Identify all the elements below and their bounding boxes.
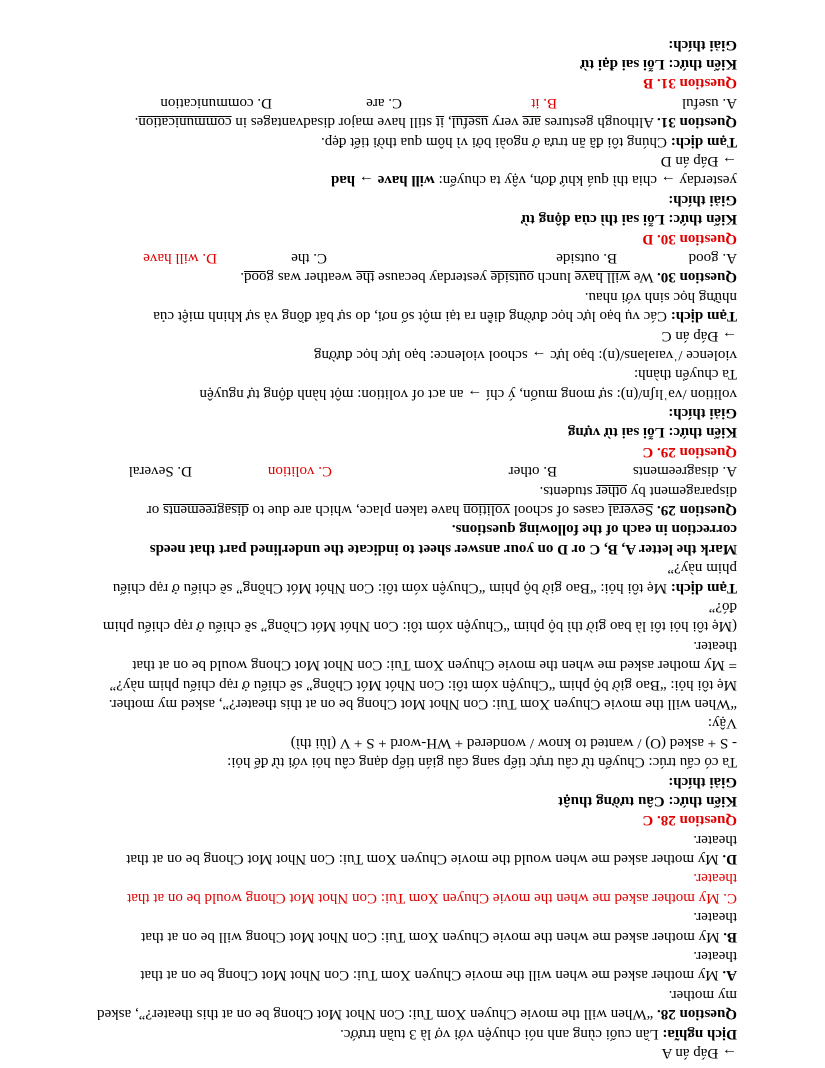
q28-option-d: D. My mother asked me when would the movie Chuyen Xom Tui: Con Nhot Mot Chong be on at that	[126, 851, 737, 868]
q31-option-b-correct: B. it	[531, 94, 557, 111]
q29-explain-line: violence /ˈvaɪələns/(n): bạo lực → school violence: bạo lực học đường	[313, 346, 737, 363]
q28-explain-line: đó?”	[708, 599, 737, 616]
q28-explain-line: Ta có cấu trúc: Chuyển từ câu trực tiếp sang câu gián tiếp dạng câu hỏi với từ để hỏi:	[227, 754, 737, 771]
q31-options	[77, 92, 737, 111]
q29-stem-cont: disparagement by other students.	[539, 482, 737, 499]
q28-explain-line: - S + asked (O) / wanted to know / wondered + WH-word + S + V (lùi thì)	[290, 734, 737, 751]
q29-knowledge: Kiến thức: Lỗi sai từ vựng	[567, 424, 737, 441]
q30-option-a: A. good	[688, 249, 737, 266]
q30-option-c: C. the	[291, 249, 327, 266]
q28-explain-line: Mẹ tôi hỏi: “Bao giờ bộ phim “Chuyện xóm tôi: Con Nhót Mót Chồng” sẽ chiếu ở rạp chiếu phim này?”	[109, 676, 737, 693]
q30-translation: Tạm dịch: Chúng tôi đã ăn trưa ở ngoài bởi vì hôm qua thời tiết đẹp.	[320, 133, 737, 150]
q29-explain-line: volition /vəˈlɪʃn/(n): sự mong muốn, ý chí → an act of volition: một hành động tự nguyện	[199, 385, 737, 402]
q28-option-a-cont: theater.	[693, 948, 737, 965]
q31-explain-label: Giải thích:	[668, 36, 737, 53]
q29-option-c-correct: C. volition	[267, 463, 332, 480]
q29-stem: Question 29. Several cases of school volition have taken place, which are due to disagreements or	[146, 502, 737, 519]
q29-translation-cont: những học sinh với nhau.	[584, 288, 737, 305]
q28-option-b: B. My mother asked me when the movie Chuyen Xom Tui: Con Nhot Mot Chong will be on at that	[141, 928, 737, 945]
q28-knowledge: Kiến thức: Câu tường thuật	[558, 792, 737, 809]
q28-option-d-cont: theater.	[693, 831, 737, 848]
q28-option-b-cont: theater.	[693, 909, 737, 926]
q29-answer-heading: Question 29. C	[642, 443, 737, 460]
q28-explain-label: Giải thích:	[668, 773, 737, 790]
q30-option-b: B. outside	[556, 249, 617, 266]
q29-option-b: B. other	[508, 463, 557, 480]
instruction-line: Mark the letter A, B, C or D on your answer sheet to indicate the underlined part that needs	[149, 540, 737, 557]
q30-explain-line: → Đáp án D	[660, 153, 737, 170]
q28-stem: Question 28. “When will the movie Chuyen Xom Tui: Con Nhot Mot Chong be on at this theater?”, asked	[97, 1006, 737, 1023]
q30-option-d-correct: D. will have	[143, 249, 217, 266]
q31-knowledge: Kiến thức: Lỗi sai đại từ	[580, 56, 737, 73]
q29-translation: Tạm dịch: Các vụ bạo lực học đường diễn ra tại một số nơi, do sự bất đồng và sự khinh miệt của	[153, 308, 737, 325]
q28-explain-line: (Mẹ tôi hỏi tôi là bao giờ thì bộ phim “Chuyện xóm tôi: Con Nhót Mót Chồng” sẽ chiếu ở rạp chiếu phim	[102, 618, 737, 635]
q28-explain-line: Vậy:	[707, 715, 737, 732]
q29-options	[77, 461, 737, 480]
prev-answer: → Đáp án A	[661, 1045, 737, 1061]
q28-option-c-cont: theater.	[693, 870, 737, 887]
q31-answer-heading: Question 31. B	[643, 75, 737, 92]
q30-stem: Question 30. We will have lunch outside yesterday because the weather was good.	[240, 269, 737, 286]
document-content	[77, 34, 737, 1062]
q28-translation: Tạm dịch: Mẹ tôi hỏi: “Bao giờ bộ phim “Chuyện xóm tôi: Con Nhót Mót Chồng” sẽ chiếu ở rạp chiếu	[112, 579, 737, 596]
q28-explain-line: = My mother asked me when the movie Chuyen Xom Tui: Con Nhot Mot Chong would be on at that	[132, 657, 737, 674]
q30-knowledge: Kiến thức: Lỗi sai thì của động từ	[521, 211, 737, 228]
q29-option-a: A. disagreements	[632, 463, 737, 480]
q29-option-d: D. Several	[128, 463, 192, 480]
q28-stem-cont: my mother.	[668, 986, 737, 1003]
q31-stem: Question 31. Although gestures are very useful, it still have major disadvantages in communication.	[134, 114, 737, 131]
translation-line: Dịch nghĩa: Lần cuối cùng anh nói chuyện với vợ là 3 tuần trước.	[340, 1025, 737, 1042]
q28-explain-line: “When will the movie Chuyen Xom Tui: Con Nhot Mot Chong be on at this theater?”, asked my mother.	[108, 695, 737, 712]
q28-explain-line: theater.	[693, 637, 737, 654]
q30-answer-heading: Question 30. D	[642, 230, 737, 247]
q31-option-c: C. are	[366, 94, 402, 111]
q28-answer-heading: Question 28. C	[642, 812, 737, 829]
q28-translation-cont: phim này?”	[667, 560, 737, 577]
q30-explain-label: Giải thích:	[668, 191, 737, 208]
instruction-line: correction in each of the following questions.	[451, 521, 737, 538]
q28-option-a: A. My mother asked me when will the movie Chuyen Xom Tui: Con Nhot Mot Chong be on at that	[140, 967, 737, 984]
q29-explain-label: Giải thích:	[668, 405, 737, 422]
q31-option-d: D. communication	[160, 94, 272, 111]
q28-option-c-correct: C. My mother asked me when the movie Chuyen Xom Tui: Con Nhot Mot Chong would be on at that	[127, 889, 737, 906]
q29-explain-line: → Đáp án C	[661, 327, 737, 344]
q29-explain-line: Ta chuyển thành:	[633, 366, 737, 383]
q30-options	[77, 248, 737, 267]
q31-option-a: A. useful	[682, 94, 737, 111]
q30-explain-line: yesterday → chia thì quá khứ đơn, vậy ta chuyển: will have → had	[330, 172, 737, 189]
